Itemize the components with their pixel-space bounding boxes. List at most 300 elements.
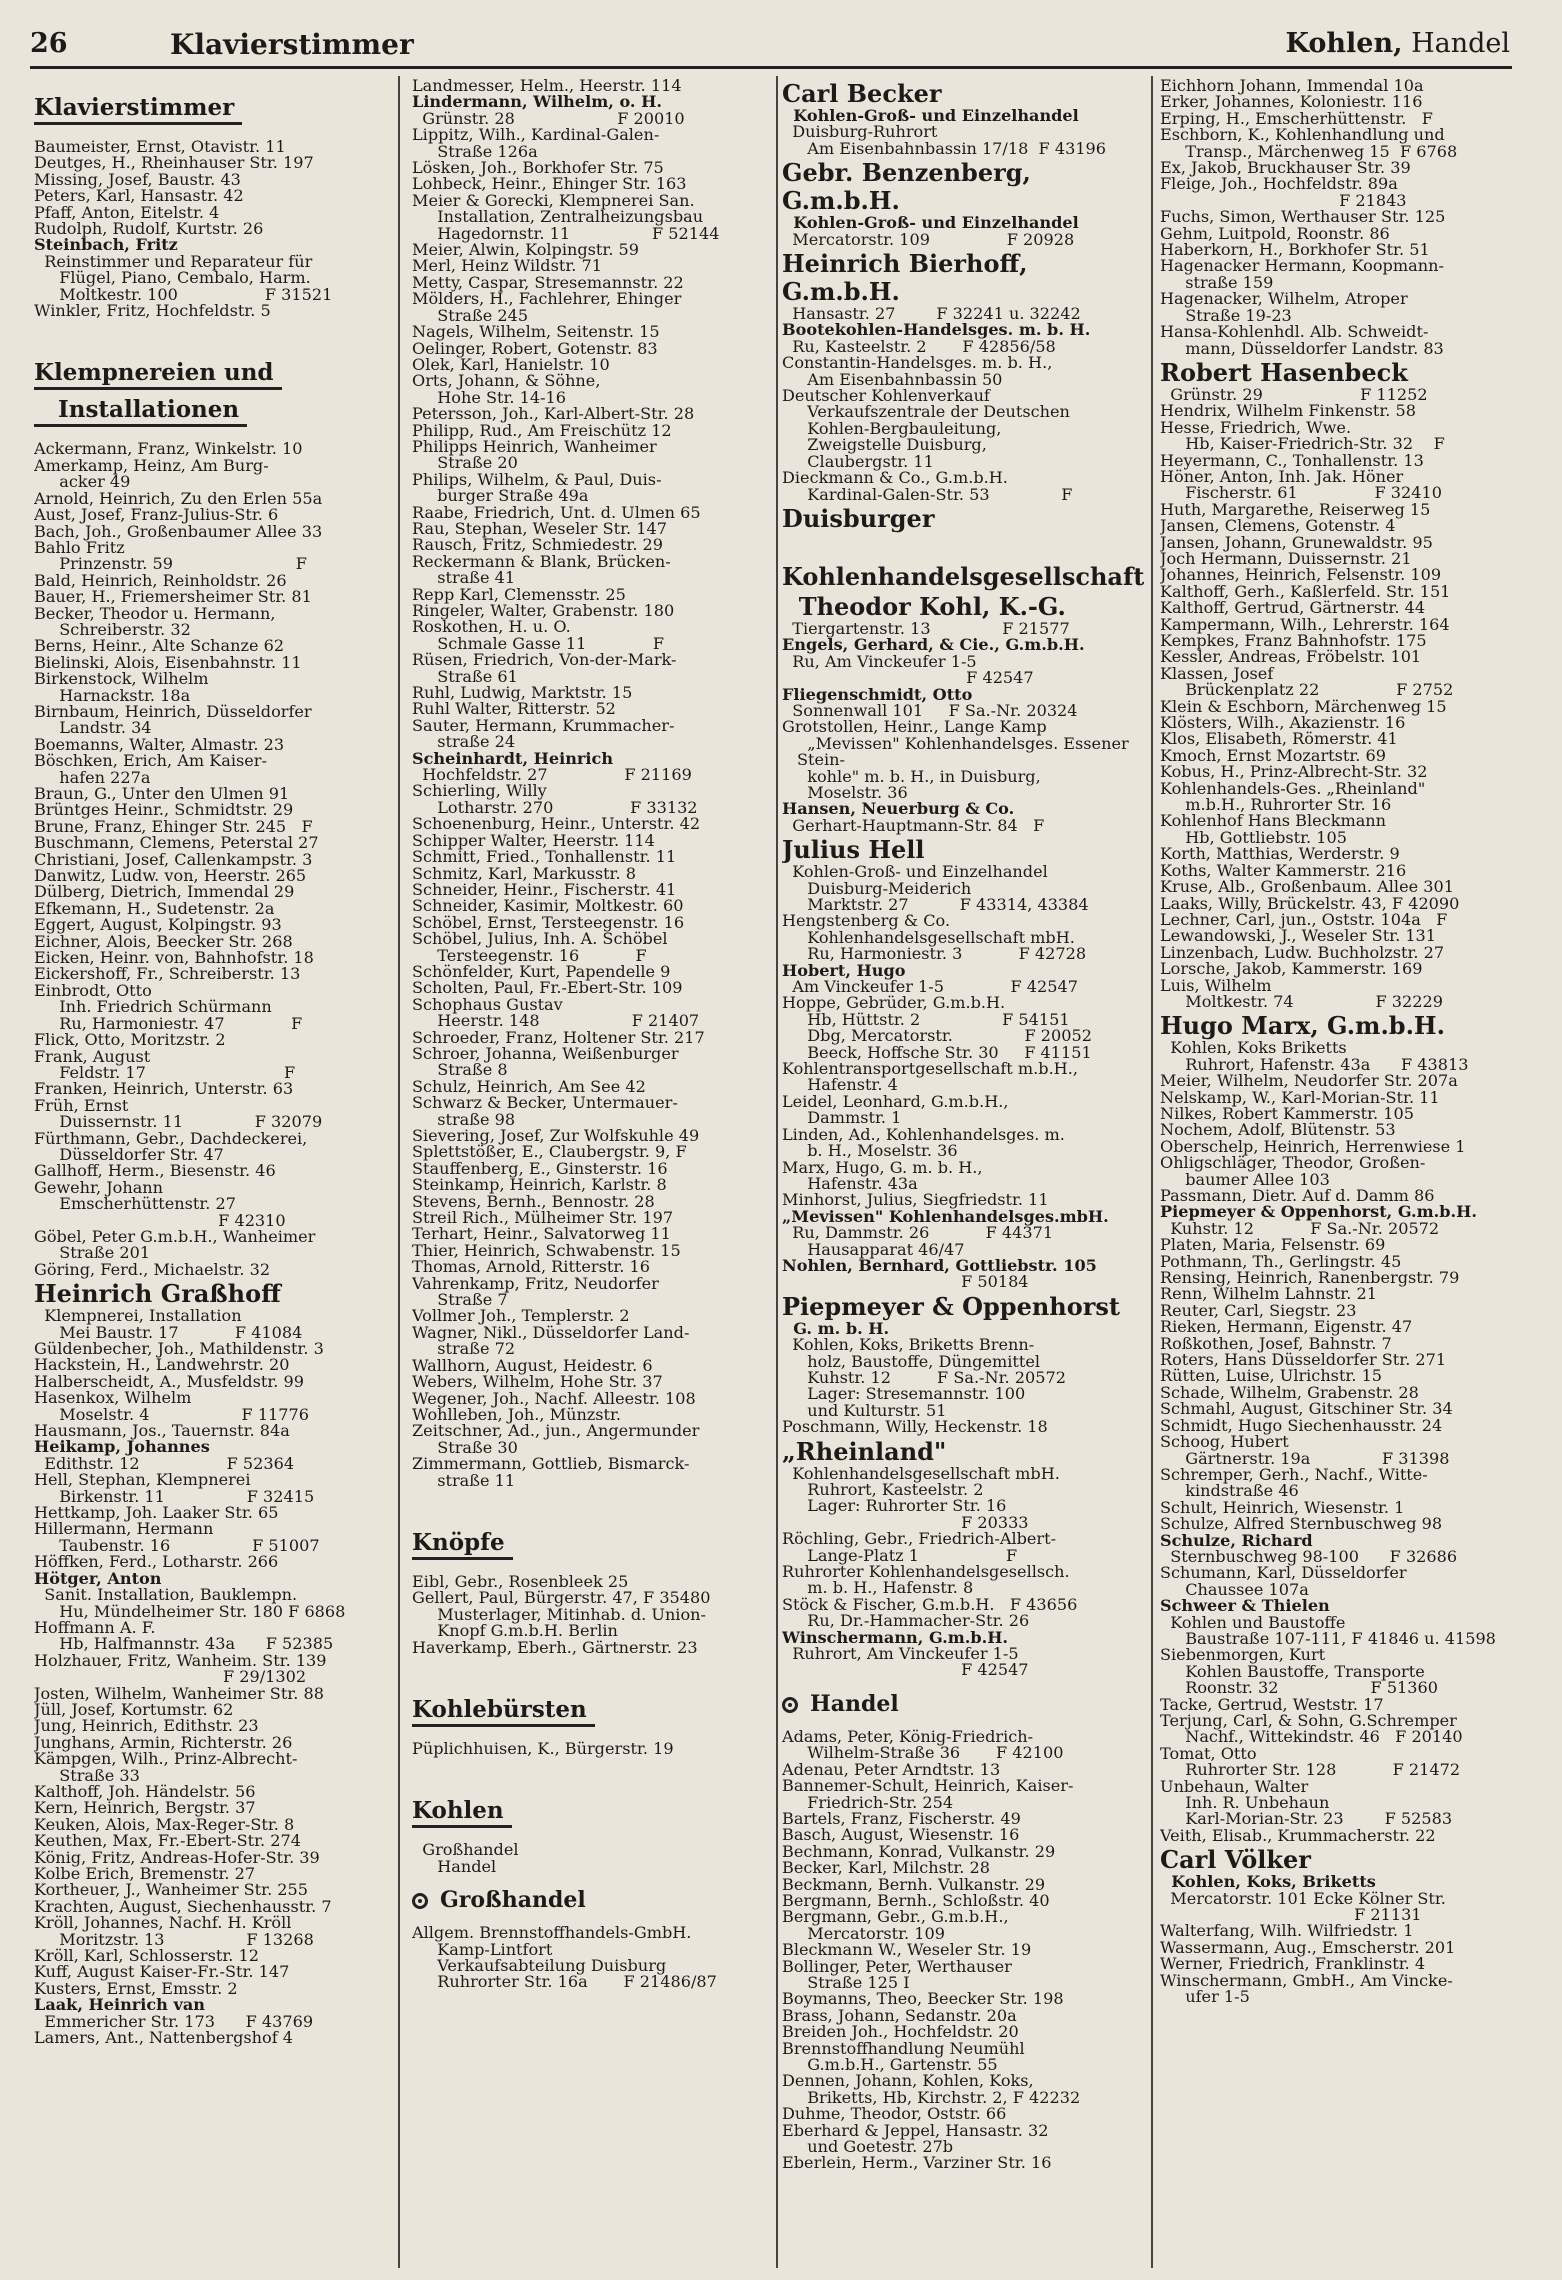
directory-entry: Eichhorn Johann, Immendal 10a	[1160, 78, 1424, 95]
directory-entry: Schmahl, August, Gitschiner Str. 34	[1160, 1399, 1453, 1419]
directory-entry: Keuthen, Max, Fr.-Ebert-Str. 274	[34, 1831, 301, 1851]
directory-entry: König, Fritz, Andreas-Hofer-Str. 39	[34, 1847, 320, 1867]
directory-entry: Kohlen, Koks, Briketts Brenn- holz, Baustoffe, Düngemittel Kuhstr. 12 F Sa.-Nr. 20572 Lager: Stresemannstr. 100 und Kulturstr. 51	[792, 1335, 1066, 1420]
page-number: 26	[30, 28, 68, 59]
directory-entry: Lohbeck, Heinr., Ehinger Str. 163	[412, 174, 687, 194]
directory-entry: Dülberg, Dietrich, Immendal 29	[34, 882, 295, 902]
firm-display-entry: Duisburger	[782, 503, 935, 533]
directory-entry: Wallhorn, August, Heidestr. 6	[412, 1355, 653, 1375]
directory-entry: „Mevissen" Kohlenhandelsges.mbH.	[782, 1206, 1109, 1226]
directory-entry: Linzenbach, Ludw. Buchholzstr. 27	[1160, 942, 1445, 962]
directory-entry: Deutscher Kohlenverkauf Verkaufszentrale der Deutschen Kohlen-Bergbauleitung, Zweigstelle Duisburg, Claubergstr. 11	[782, 386, 1070, 471]
directory-entry: Gewehr, Johann Emscherhüttenstr. 27	[34, 1177, 237, 1214]
directory-entry: Hötger, Anton	[34, 1568, 162, 1588]
directory-entry: Laak, Heinrich van	[34, 1995, 205, 2015]
directory-entry: Brass, Johann, Sedanstr. 20a	[782, 2005, 1017, 2025]
directory-entry: Kohlenhof Hans Bleckmann Hb, Gottliebstr. 105	[1160, 811, 1387, 847]
directory-entry: Kmoch, Ernst Mozartstr. 69	[1160, 745, 1386, 765]
directory-entry: Bannemer-Schult, Heinrich, Kaiser- Friedrich-Str. 254	[782, 1776, 1074, 1812]
directory-entry: Marx, Hugo, G. m. b. H., Hafenstr. 43a	[782, 1157, 983, 1193]
directory-entry: Schmidt, Hugo Siechenhausstr. 24	[1160, 1415, 1443, 1435]
directory-entry: Brüntges Heinr., Schmidtstr. 29	[34, 800, 294, 820]
directory-entry: Schade, Wilhelm, Grabenstr. 28	[1160, 1382, 1419, 1402]
directory-entry: Hillermann, Hermann Taubenstr. 16 F 51007	[34, 1519, 320, 1555]
directory-entry: Nochem, Adolf, Blütenstr. 53	[1160, 1120, 1396, 1140]
directory-entry: Linden, Ad., Kohlenhandelsges. m. b. H., Moselstr. 36	[782, 1124, 1065, 1161]
directory-entry: Reuter, Carl, Siegstr. 23	[1160, 1300, 1357, 1320]
directory-entry: F 42310	[34, 1210, 286, 1230]
directory-entry: Birnbaum, Heinrich, Düsseldorfer Landstr. 34	[34, 701, 312, 738]
directory-entry: Ex, Jakob, Bruckhauser Str. 39	[1160, 158, 1411, 178]
directory-entry: Efkemann, H., Sudetenstr. 2a	[34, 898, 275, 918]
directory-entry: Schwarz & Becker, Untermauer- straße 98	[412, 1093, 678, 1129]
column-divider	[1151, 76, 1153, 2268]
directory-entry: Jüll, Josef, Kortumstr. 62	[34, 1699, 234, 1719]
directory-entry: Nelskamp, W., Karl-Morian-Str. 11	[1160, 1087, 1440, 1107]
directory-entry: Grünstr. 28 F 20010	[412, 108, 685, 128]
directory-entry: Kuff, August Kaiser-Fr.-Str. 147	[34, 1962, 290, 1982]
directory-entry: Danwitz, Ludw. von, Heerstr. 265	[34, 866, 307, 886]
directory-entry: Siebenmorgen, Kurt Kohlen Baustoffe, Transporte Roonstr. 32 F 51360	[1160, 1645, 1439, 1698]
directory-entry: Christiani, Josef, Callenkampstr. 3	[34, 849, 313, 869]
directory-entry: Bauer, H., Friemersheimer Str. 81	[34, 587, 312, 607]
directory-entry: Tomat, Otto Ruhrorter Str. 128 F 21472	[1160, 1743, 1461, 1780]
column-divider	[398, 76, 400, 2268]
directory-entry: Mercatorstr. 109 F 20928	[782, 229, 1075, 249]
directory-entry: Kohlen, Koks, Briketts	[1160, 1872, 1376, 1892]
directory-entry: Gellert, Paul, Bürgerstr. 47, F 35480 Musterlager, Mitinhab. d. Union- Knopf G.m.b.H. Berlin	[412, 1588, 711, 1641]
directory-entry: Sievering, Josef, Zur Wolfskuhle 49	[412, 1126, 700, 1145]
directory-entry: Kämpgen, Wilh., Prinz-Albrecht- Straße 33	[34, 1749, 298, 1785]
firm-display-entry: Julius Hell	[782, 835, 925, 865]
directory-entry: Ru, Am Vinckeufer 1-5	[782, 651, 977, 671]
directory-entry: Hoffmann A. F. Hb, Halfmannstr. 43a F 52385	[34, 1617, 334, 1654]
directory-entry: Bach, Joh., Großenbaumer Allee 33	[34, 521, 323, 541]
directory-entry: Haverkamp, Eberh., Gärtnerstr. 23	[412, 1637, 698, 1657]
directory-entry: Bollinger, Peter, Werthauser Straße 125 I	[782, 1956, 1012, 1992]
directory-entry: Hochfeldstr. 27 F 21169	[412, 765, 692, 785]
directory-entry: Scheinhardt, Heinrich	[412, 748, 614, 768]
directory-entry: Krachten, August, Siechenhausstr. 7	[34, 1896, 332, 1916]
directory-entry: Philips, Wilhelm, & Paul, Duis- burger Straße 49a	[412, 469, 662, 506]
bullet-circle-icon	[412, 1893, 428, 1909]
directory-entry: F 21843	[1160, 190, 1407, 210]
directory-entry: Hagenacker, Wilhelm, Atroper Straße 19-23	[1160, 289, 1408, 325]
directory-entry: Lewandowski, J., Weseler Str. 131	[1160, 926, 1437, 946]
directory-entry: Hoppe, Gebrüder, G.m.b.H. Hb, Hüttstr. 2 F 54151 Dbg, Mercatorstr. F 20052 Beeck, Hoffsche Str. 30 F 41151	[782, 993, 1092, 1062]
subsection-heading	[412, 1885, 772, 1915]
directory-entry: Brennstoffhandlung Neumühl G.m.b.H., Gartenstr. 55	[782, 2038, 1025, 2074]
directory-entry: Kobus, H., Prinz-Albrecht-Str. 32	[1160, 762, 1428, 782]
directory-entry: Sonnenwall 101 F Sa.-Nr. 20324	[782, 700, 1078, 720]
directory-entry: Eichner, Alois, Beecker Str. 268	[34, 931, 293, 951]
bullet-circle-icon	[782, 1697, 798, 1713]
directory-entry: Amerkamp, Heinz, Am Burg- acker 49	[34, 455, 269, 492]
directory-entry: Stöck & Fischer, G.m.b.H. F 43656 Ru, Dr.-Hammacher-Str. 26	[782, 1594, 1078, 1631]
directory-entry: Kern, Heinrich, Bergstr. 37	[34, 1798, 256, 1818]
directory-entry: Terhart, Heinr., Salvatorweg 11	[412, 1224, 671, 1244]
directory-entry: Sauter, Hermann, Krummacher- straße 24	[412, 715, 675, 752]
directory-entry: Birkenstock, Wilhelm Harnackstr. 18a	[34, 669, 209, 705]
directory-entry: Lösken, Joh., Borkhofer Str. 75	[412, 158, 664, 178]
directory-entry: Nagels, Wilhelm, Seitenstr. 15	[412, 322, 660, 342]
directory-entry: Vollmer Joh., Templerstr. 2	[412, 1306, 630, 1326]
directory-entry: Eggert, August, Kolpingstr. 93	[34, 915, 282, 935]
directory-entry: Bergmann, Bernh., Schloßstr. 40	[782, 1890, 1050, 1910]
subsection-heading	[782, 1689, 1144, 1719]
directory-entry: Raabe, Friedrich, Unt. d. Ulmen 65	[412, 502, 701, 522]
directory-entry: Brune, Franz, Ehinger Str. 245 F	[34, 816, 313, 836]
directory-entry: Duisburg-Ruhrort Am Eisenbahnbassin 17/18 F 43196	[792, 122, 1107, 158]
directory-entry: Peters, Karl, Hansastr. 42	[34, 186, 244, 206]
directory-entry: Kohlenhandels-Ges. „Rheinland" m.b.H., Ruhrorter Str. 16	[1160, 778, 1426, 815]
section-heading	[34, 94, 386, 125]
directory-entry: Poschmann, Willy, Heckenstr. 18	[782, 1417, 1048, 1437]
directory-entry: Gallhoff, Herm., Biesenstr. 46	[34, 1161, 276, 1181]
directory-entry: Hackstein, H., Landwehrstr. 20	[34, 1355, 290, 1375]
directory-entry: Buschmann, Clemens, Peterstal 27	[34, 833, 319, 853]
directory-entry: Hansastr. 27 F 32241 u. 32242	[782, 304, 1081, 324]
spacer	[412, 1757, 772, 1781]
directory-entry: Olek, Karl, Hanielstr. 10	[412, 354, 610, 374]
directory-entry: Flick, Otto, Moritzstr. 2	[34, 1030, 226, 1050]
directory-entry: Erping, H., Emscherhüttenstr. F	[1160, 108, 1433, 128]
directory-entry: Schierling, Willy Lotharstr. 270 F 33132	[412, 781, 698, 817]
spacer	[412, 1489, 772, 1513]
directory-entry: Schöbel, Julius, Inh. A. Schöbel Tersteegenstr. 16 F	[412, 929, 668, 965]
directory-entry: Joch Hermann, Duissernstr. 21	[1160, 548, 1412, 568]
directory-entry: Metty, Caspar, Stresemannstr. 22	[412, 272, 684, 292]
section-heading-text: Kohlebürsten	[412, 1696, 595, 1727]
directory-entry: Philipps Heinrich, Wanheimer Straße 20	[412, 436, 657, 473]
firm-display-entry: Kohlenhandelsgesellschaft	[782, 533, 1144, 591]
directory-entry: Röchling, Gebr., Friedrich-Albert- Lange-Platz 1 F	[782, 1529, 1057, 1565]
directory-entry: Keuken, Alois, Max-Reger-Str. 8	[34, 1814, 295, 1834]
directory-entry: Duhme, Theodor, Oststr. 66	[782, 2104, 1007, 2124]
directory-entry: Werner, Friedrich, Franklinstr. 4	[1160, 1954, 1426, 1974]
directory-entry: Edithstr. 12 F 52364	[34, 1453, 295, 1473]
directory-entry: Schönfelder, Kurt, Papendelle 9	[412, 961, 671, 981]
directory-entry: Tacke, Gertrud, Weststr. 17	[1160, 1694, 1384, 1714]
directory-entry: Zeitschner, Ad., jun., Angermunder Straße 30	[412, 1421, 700, 1457]
directory-entry: Göbel, Peter G.m.b.H., Wanheimer Straße 201	[34, 1226, 316, 1263]
directory-entry: Emmericher Str. 173 F 43769	[34, 2011, 314, 2031]
directory-entry: Nohlen, Bernhard, Gottliebstr. 105	[782, 1255, 1097, 1275]
directory-entry: Heyermann, C., Tonhallenstr. 13	[1160, 450, 1424, 470]
directory-entry: Stevens, Bernh., Bennostr. 28	[412, 1191, 655, 1211]
directory-entry: Klassen, Josef Brückenplatz 22 F 2752	[1160, 663, 1454, 700]
directory-entry: Arnold, Heinrich, Zu den Erlen 55a	[34, 488, 323, 508]
directory-entry: Hesse, Friedrich, Wwe. Hb, Kaiser-Friedrich-Str. 32 F	[1160, 417, 1445, 454]
directory-entry: Bergmann, Gebr., G.m.b.H., Mercatorstr. 109	[782, 1907, 1009, 1943]
directory-entry: Landmesser, Helm., Heerstr. 114	[412, 78, 682, 95]
directory-entry: Scholten, Paul, Fr.-Ebert-Str. 109	[412, 978, 683, 998]
firm-display-entry: Theodor Kohl, K.-G.	[782, 591, 1066, 621]
directory-entry: Höffken, Ferd., Lotharstr. 266	[34, 1552, 279, 1572]
subsection-heading-text: Handel	[810, 1690, 899, 1717]
directory-entry: Rüsen, Friedrich, Von-der-Mark- Straße 61	[412, 650, 677, 686]
directory-entry: Hagenacker Hermann, Koopmann- straße 159	[1160, 256, 1444, 292]
directory-entry: F 50184	[782, 1272, 1029, 1292]
directory-entry: Lorsche, Jakob, Kammerstr. 169	[1160, 959, 1423, 979]
directory-entry: Ringeler, Walter, Grabenstr. 180	[412, 601, 675, 620]
directory-entry: Bielinski, Alois, Eisenbahnstr. 11	[34, 652, 302, 672]
directory-entry: Fuchs, Simon, Werthauser Str. 125	[1160, 207, 1446, 227]
directory-entry: F 42547	[782, 668, 1034, 688]
firm-display-entry: Carl Becker	[782, 79, 942, 108]
directory-entry: Bahlo Fritz Prinzenstr. 59 F	[34, 537, 307, 574]
directory-entry: Kempkes, Franz Bahnhofstr. 175	[1160, 631, 1427, 650]
directory-entry: Nilkes, Robert Kammerstr. 105	[1160, 1103, 1415, 1123]
directory-entry: Josten, Wilhelm, Wanheimer Str. 88	[34, 1683, 324, 1703]
directory-entry: Kröll, Karl, Schlosserstr. 12	[34, 1946, 259, 1966]
directory-entry: Heikamp, Johannes	[34, 1437, 210, 1457]
directory-entry: Grotstollen, Heinr., Lange Kamp „Mevissen" Kohlenhandelsges. Essener Stein- kohle" m. b. H., in Duisburg, Moselstr. 36	[782, 717, 1129, 802]
firm-display-entry: Heinrich Graßhoff	[34, 1279, 281, 1309]
column-2	[412, 78, 772, 2268]
directory-entry: Webers, Wilhelm, Hohe Str. 37	[412, 1372, 663, 1392]
directory-entry: Boemanns, Walter, Almastr. 23	[34, 734, 285, 754]
directory-entry: Schulz, Heinrich, Am See 42	[412, 1076, 646, 1096]
directory-entry: Einbrodt, Otto Inh. Friedrich Schürmann Ru, Harmoniestr. 47 F	[34, 980, 303, 1033]
directory-entry: Stauffenberg, E., Ginsterstr. 16	[412, 1158, 668, 1178]
directory-entry: Schulze, Alfred Sternbuschweg 98	[1160, 1514, 1443, 1534]
directory-entry: Lippitz, Wilh., Kardinal-Galen- Straße 126a	[412, 125, 660, 161]
firm-display-entry: Piepmeyer & Oppenhorst	[782, 1291, 1121, 1321]
directory-entry: Eschborn, K., Kohlenhandlung und Transp., Märchenweg 15 F 6768	[1160, 125, 1458, 161]
directory-entry: Bartels, Franz, Fischerstr. 49	[782, 1808, 1021, 1828]
directory-entry: Leidel, Leonhard, G.m.b.H., Dammstr. 1	[782, 1091, 1009, 1128]
directory-entry: Piepmeyer & Oppenhorst, G.m.b.H.	[1160, 1202, 1477, 1222]
directory-entry: Schoenenburg, Heinr., Unterstr. 42	[412, 814, 701, 834]
directory-entry: Korth, Matthias, Werderstr. 9	[1160, 844, 1400, 864]
directory-entry: Eickershoff, Fr., Schreiberstr. 13	[34, 964, 301, 984]
subsection-heading-text: Großhandel	[440, 1887, 586, 1914]
directory-entry: Böschken, Erich, Am Kaiser- hafen 227a	[34, 751, 267, 787]
directory-entry: Schneider, Kasimir, Moltkestr. 60	[412, 896, 684, 916]
directory-entry: Ruhrort, Am Vinckeufer 1-5	[782, 1644, 1019, 1664]
directory-entry: Basch, August, Wiesenstr. 16	[782, 1825, 1020, 1845]
page-header	[30, 24, 1510, 64]
directory-entry: Aust, Josef, Franz-Julius-Str. 6	[34, 505, 279, 525]
directory-entry: Klempnerei, Installation Mei Baustr. 17 F 41084	[44, 1306, 303, 1342]
directory-entry: Kröll, Johannes, Nachf. H. Kröll Moritzstr. 13 F 13268	[34, 1913, 314, 1949]
directory-entry: Rudolph, Rudolf, Kurtstr. 26	[34, 219, 264, 239]
directory-entry: Schroer, Johanna, Weißenburger Straße 8	[412, 1043, 679, 1080]
directory-entry: Hasenkox, Wilhelm Moselstr. 4 F 11776	[34, 1388, 310, 1424]
directory-entry: Petersson, Joh., Karl-Albert-Str. 28	[412, 404, 695, 424]
directory-entry: Veith, Elisab., Krummacherstr. 22	[1160, 1825, 1436, 1845]
directory-entry: Renn, Wilhelm Lahnstr. 21	[1160, 1284, 1377, 1304]
directory-entry: Großhandel Handel	[422, 1840, 519, 1876]
directory-entry: Sanit. Installation, Bauklempn. Hu, Mündelheimer Str. 180 F 6868	[44, 1585, 346, 1621]
directory-entry: Laaks, Willy, Brückelstr. 43, F 42090	[1160, 893, 1460, 913]
directory-entry: Bleckmann W., Weseler Str. 19	[782, 1940, 1032, 1960]
directory-entry: Schulze, Richard	[1160, 1530, 1313, 1550]
directory-entry: Hettkamp, Joh. Laaker Str. 65	[34, 1503, 279, 1523]
directory-entry: Kohlen-Groß- und Einzelhandel Duisburg-Meiderich Marktstr. 27 F 43314, 43384	[792, 862, 1089, 914]
running-head-right-rest: Handel	[1402, 28, 1510, 59]
directory-entry: Hansen, Neuerburg & Co.	[782, 799, 1015, 819]
directory-entry: Grünstr. 29 F 11252	[1160, 384, 1428, 404]
directory-entry: Becker, Karl, Milchstr. 28	[782, 1858, 990, 1878]
directory-entry: Roskothen, H. u. O. Schmale Gasse 11 F	[412, 617, 665, 653]
directory-entry: Halberscheidt, A., Musfeldstr. 99	[34, 1371, 304, 1391]
section-heading	[412, 1797, 772, 1828]
directory-entry: Oberschelp, Heinrich, Herrenwiese 1	[1160, 1136, 1466, 1156]
directory-entry: Braun, G., Unter den Ulmen 91	[34, 784, 290, 803]
directory-entry: Vahrenkamp, Fritz, Neudorfer Straße 7	[412, 1273, 659, 1310]
directory-entry: Allgem. Brennstoffhandels-GmbH. Kamp-Lintfort Verkaufsabteilung Duisburg Ruhrorter Str. 16a F 21486/87	[412, 1923, 717, 1992]
directory-entry: Rensing, Heinrich, Ranenbergstr. 79	[1160, 1268, 1460, 1288]
directory-entry: Luis, Wilhelm Moltkestr. 74 F 32229	[1160, 975, 1443, 1011]
directory-entry: Thier, Heinrich, Schwabenstr. 15	[412, 1240, 681, 1260]
firm-display-entry: Robert Hasenbeck	[1160, 357, 1408, 387]
directory-entry: Deutges, H., Rheinhauser Str. 197	[34, 153, 314, 173]
directory-entry: Minhorst, Julius, Siegfriedstr. 11	[782, 1190, 1049, 1210]
directory-entry: Haberkorn, H., Borkhofer Str. 51	[1160, 240, 1430, 260]
firm-display-entry: Carl Völker	[1160, 1845, 1311, 1875]
directory-entry: Thomas, Arnold, Ritterstr. 16	[412, 1257, 650, 1277]
directory-entry: Bald, Heinrich, Reinholdstr. 26	[34, 570, 287, 590]
directory-entry: Eberlein, Herm., Varziner Str. 16	[782, 2153, 1052, 2173]
directory-entry: Schneider, Heinr., Fischerstr. 41	[412, 879, 677, 899]
directory-entry: Meier & Gorecki, Klempnerei San. Installation, Zentralheizungsbau Hagedornstr. 11 F 52144	[412, 190, 720, 243]
directory-entry: Kohlentransportgesellschaft m.b.H., Hafenstr. 4	[782, 1059, 1078, 1095]
directory-entry: Steinbach, Fritz	[34, 235, 178, 255]
section-heading-text: Kohlen	[412, 1797, 512, 1828]
directory-entry: Kalthoff, Gertrud, Gärtnerstr. 44	[1160, 598, 1426, 618]
firm-display-entry: Hugo Marx, G.m.b.H.	[1160, 1011, 1445, 1041]
directory-entry: Höner, Anton, Inh. Jak. Höner Fischerstr. 61 F 32410	[1160, 466, 1442, 503]
directory-entry: Kohlen-Groß- und Einzelhandel	[782, 106, 1079, 125]
directory-entry: Göring, Ferd., Michaelstr. 32	[34, 1259, 271, 1279]
directory-entry: Adenau, Peter Arndtstr. 13	[782, 1759, 1001, 1779]
directory-entry: Tiergartenstr. 13 F 21577	[782, 618, 1070, 638]
directory-entry: Frank, August Feldstr. 17 F	[34, 1046, 296, 1082]
directory-entry: Kohlen und Baustoffe Baustraße 107-111, F 41846 u. 41598	[1170, 1612, 1496, 1648]
directory-entry: Jung, Heinrich, Edithstr. 23	[34, 1716, 259, 1736]
directory-entry: Bootekohlen-Handelsges. m. b. H.	[782, 320, 1091, 340]
directory-entry: Hell, Stephan, Klempnerei Birkenstr. 11 F 32415	[34, 1470, 315, 1506]
directory-entry: Unbehaun, Walter Inh. R. Unbehaun Karl-Morian-Str. 23 F 52583	[1160, 1776, 1453, 1829]
directory-entry: Merl, Heinz Wildstr. 71	[412, 256, 602, 276]
directory-entry: Orts, Johann, & Söhne, Hohe Str. 14-16	[412, 371, 601, 407]
directory-entry: Rütten, Luise, Ulrichstr. 15	[1160, 1366, 1383, 1386]
directory-entry: Schoog, Hubert Gärtnerstr. 19a F 31398	[1160, 1432, 1450, 1468]
directory-entry: Passmann, Dietr. Auf d. Damm 86	[1160, 1186, 1435, 1205]
directory-entry: Schult, Heinrich, Wiesenstr. 1	[1160, 1497, 1405, 1517]
directory-entry: Jansen, Johann, Grunewaldstr. 95	[1160, 532, 1433, 552]
firm-display-entry: Gebr. Benzenberg, G.m.b.H.	[782, 158, 1040, 216]
directory-entry: Schöbel, Ernst, Tersteegenstr. 16	[412, 912, 685, 932]
directory-entry: Kortheuer, J., Wanheimer Str. 255	[34, 1880, 309, 1900]
directory-entry: Kampermann, Wilh., Lehrerstr. 164	[1160, 614, 1450, 634]
directory-entry: Hobert, Hugo	[782, 960, 906, 980]
directory-entry: Ruhl Walter, Ritterstr. 52	[412, 699, 616, 719]
directory-entry: Wassermann, Aug., Emscherstr. 201	[1160, 1937, 1456, 1957]
directory-entry: Kruse, Alb., Großenbaum. Allee 301	[1160, 877, 1454, 897]
column-3	[782, 78, 1144, 2268]
directory-entry: Koths, Walter Kammerstr. 216	[1160, 860, 1407, 880]
directory-entry: Walterfang, Wilh. Wilfriedstr. 1	[1160, 1921, 1414, 1941]
directory-entry: Huth, Margarethe, Reiserweg 15	[1160, 499, 1431, 519]
directory-entry: Junghans, Armin, Richterstr. 26	[34, 1732, 293, 1752]
directory-entry: Rieken, Hermann, Eigenstr. 47	[1160, 1317, 1413, 1337]
directory-entry: Ru, Dammstr. 26 F 44371 Hausapparat 46/47	[792, 1223, 1054, 1259]
directory-entry: Dieckmann & Co., G.m.b.H. Kardinal-Galen-Str. 53 F	[782, 468, 1073, 504]
directory-entry: Adams, Peter, König-Friedrich- Wilhelm-Straße 36 F 42100	[782, 1726, 1064, 1763]
directory-entry: Splettstößer, E., Claubergstr. 9, F	[412, 1142, 687, 1162]
directory-entry: Dennen, Johann, Kohlen, Koks, Briketts, Hb, Kirchstr. 2, F 42232	[782, 2071, 1081, 2107]
header-rule	[30, 66, 1512, 69]
section-heading-line2: Installationen	[34, 396, 247, 427]
directory-entry: Schremper, Gerh., Nachf., Witte- kindstraße 46	[1160, 1464, 1428, 1501]
directory-entry: Breiden Joh., Hochfeldstr. 20	[782, 2022, 1019, 2042]
directory-entry: F 20333	[782, 1512, 1029, 1532]
directory-entry: Kohlen, Koks Briketts Ruhrort, Hafenstr. 43a F 43813	[1170, 1038, 1469, 1074]
directory-entry: Gerhart-Hauptmann-Str. 84 F	[782, 815, 1045, 835]
directory-entry: Pfaff, Anton, Eitelstr. 4	[34, 202, 220, 222]
directory-entry: Roters, Hans Düsseldorfer Str. 271	[1160, 1350, 1447, 1370]
directory-entry: Gehm, Luitpold, Roonstr. 86	[1160, 223, 1390, 243]
column-1	[34, 78, 386, 2268]
directory-entry: Hausmann, Jos., Tauernstr. 84a	[34, 1421, 290, 1441]
column-4	[1160, 78, 1514, 2268]
directory-entry: Reinstimmer und Reparateur für Flügel, Piano, Cembalo, Harm. Moltkestr. 100 F 31521	[44, 251, 333, 304]
directory-entry: Wegener, Joh., Nachf. Alleestr. 108	[412, 1388, 696, 1408]
directory-entry: Lechner, Carl, jun., Oststr. 104a F	[1160, 909, 1448, 929]
directory-entry: Rausch, Fritz, Schmiedestr. 29	[412, 535, 664, 555]
directory-entry: Ruhl, Ludwig, Marktstr. 15	[412, 683, 633, 703]
directory-entry: Berns, Heinr., Alte Schanze 62	[34, 636, 285, 656]
directory-entry: Johannes, Heinrich, Felsenstr. 109	[1160, 565, 1442, 585]
directory-entry: Güldenbecher, Joh., Mathildenstr. 3	[34, 1339, 324, 1358]
directory-entry: Streil Rich., Mülheimer Str. 197	[412, 1208, 674, 1228]
directory-entry: Winschermann, GmbH., Am Vincke- ufer 1-5	[1160, 1970, 1453, 2007]
directory-entry: Klein & Eschborn, Märchenweg 15	[1160, 696, 1447, 716]
directory-entry: Meier, Wilhelm, Neudorfer Str. 207a	[1160, 1071, 1458, 1091]
column-divider	[776, 76, 778, 2268]
directory-entry: Constantin-Handelsges. m. b. H., Am Eisenbahnbassin 50	[782, 353, 1053, 389]
directory-entry: Beckmann, Bernh. Vulkanstr. 29	[782, 1874, 1046, 1894]
directory-entry: Fleige, Joh., Hochfeldstr. 89a	[1160, 174, 1398, 194]
directory-entry: Schroeder, Franz, Holtener Str. 217	[412, 1027, 705, 1047]
directory-entry: Früh, Ernst Duissernstr. 11 F 32079	[34, 1095, 323, 1132]
directory-entry: Winschermann, G.m.b.H.	[782, 1627, 1009, 1647]
directory-entry: Franken, Heinrich, Unterstr. 63	[34, 1079, 294, 1099]
directory-entry: Becker, Theodor u. Hermann, Schreiberstr. 32	[34, 603, 276, 639]
directory-entry: Mercatorstr. 101 Ecke Kölner Str. F 21131	[1170, 1888, 1446, 1925]
section-heading-text: Klavierstimmer	[34, 94, 242, 125]
directory-entry: Schophaus Gustav Heerstr. 148 F 21407	[412, 994, 700, 1031]
directory-entry: Engels, Gerhard, & Cie., G.m.b.H.	[782, 635, 1085, 655]
directory-entry: Schmitt, Fried., Tonhallenstr. 11	[412, 847, 677, 867]
directory-entry: Fliegenschmidt, Otto	[782, 684, 973, 704]
directory-entry: Ohligschläger, Theodor, Großen- baumer Allee 103	[1160, 1153, 1426, 1189]
directory-entry: Winkler, Fritz, Hochfeldstr. 5	[34, 301, 271, 321]
directory-entry: F 42547	[782, 1660, 1029, 1680]
directory-entry: Bechmann, Konrad, Vulkanstr. 29	[782, 1841, 1056, 1861]
directory-entry: Schweer & Thielen	[1160, 1596, 1330, 1616]
firm-display-entry: „Rheinland"	[782, 1436, 947, 1466]
directory-entry: Am Vinckeufer 1-5 F 42547	[782, 977, 1078, 997]
section-heading	[34, 359, 386, 427]
section-heading-line1: Klempnereien und	[34, 359, 282, 390]
directory-entry: G. m. b. H.	[782, 1318, 890, 1338]
directory-entry: Repp Karl, Clemensstr. 25	[412, 584, 626, 604]
directory-entry: Platen, Maria, Felsenstr. 69	[1160, 1235, 1386, 1255]
